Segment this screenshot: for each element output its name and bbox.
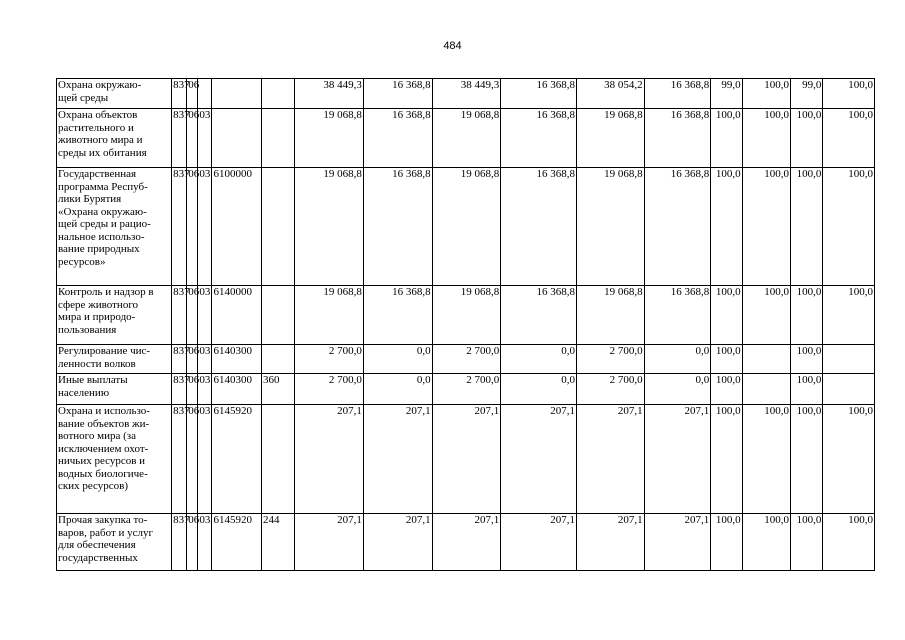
percent-refined-total: 100,0	[791, 345, 823, 374]
table-row	[57, 286, 875, 345]
row-name-line: водных биологиче-	[58, 467, 148, 480]
row-name-line: государственных	[58, 551, 138, 564]
target-article-code: 6145920	[212, 405, 261, 514]
approved-total: 207,1	[295, 405, 364, 514]
row-name-line: вание объектов жи-	[58, 417, 150, 430]
subsection-code: 03	[198, 168, 212, 286]
approved-total: 19 068,8	[295, 168, 364, 286]
percent-refined-total: 100,0	[791, 514, 823, 571]
section-code: 06	[187, 286, 198, 345]
table-row	[57, 374, 875, 405]
table-row	[57, 168, 875, 286]
ministry-code: 837	[172, 79, 187, 109]
row-name	[57, 79, 172, 109]
approved-federal: 16 368,8	[363, 168, 432, 286]
percent-approved-total: 100,0	[711, 514, 742, 571]
row-name-line: Охрана объектов	[58, 109, 138, 121]
row-name-line: растительного и	[58, 121, 134, 134]
ministry-code: 837	[172, 168, 187, 286]
executed-total: 19 068,8	[576, 168, 644, 286]
target-article-code: 6140300	[212, 374, 261, 405]
row-name-line: вотного мира (за	[58, 430, 137, 442]
executed-total: 2 700,0	[576, 345, 644, 374]
executed-total: 207,1	[576, 514, 644, 571]
percent-approved-total: 100,0	[711, 286, 742, 345]
row-name-line: Иные выплаты	[58, 374, 128, 386]
row-name	[57, 168, 172, 286]
executed-total: 2 700,0	[576, 374, 644, 405]
executed-federal: 16 368,8	[644, 286, 711, 345]
percent-refined-federal	[823, 374, 875, 405]
executed-federal: 207,1	[644, 514, 711, 571]
refined-federal: 0,0	[501, 345, 577, 374]
refined-federal: 16 368,8	[501, 109, 577, 168]
percent-approved-federal	[742, 345, 790, 374]
row-name-line: исключением охот-	[58, 442, 149, 455]
row-name	[57, 405, 172, 514]
percent-refined-total: 100,0	[791, 405, 823, 514]
table-row	[57, 79, 875, 109]
table-row	[57, 514, 875, 571]
approved-federal: 0,0	[363, 374, 432, 405]
approved-total: 2 700,0	[295, 345, 364, 374]
percent-approved-total: 100,0	[711, 109, 742, 168]
expense-type-code	[261, 168, 294, 286]
refined-total: 207,1	[432, 405, 501, 514]
row-name-line: щей среды	[58, 91, 109, 104]
subsection-code: 03	[198, 374, 212, 405]
refined-total: 19 068,8	[432, 286, 501, 345]
percent-refined-total: 100,0	[791, 168, 823, 286]
row-name-line: программа Респуб-	[58, 180, 148, 193]
row-name	[57, 374, 172, 405]
row-name-line: населению	[58, 386, 110, 399]
subsection-code: 03	[198, 109, 212, 168]
ministry-code: 837	[172, 514, 187, 571]
target-article-code: 6140000	[212, 286, 261, 345]
executed-total: 19 068,8	[576, 286, 644, 345]
expense-type-code	[261, 405, 294, 514]
percent-refined-total: 99,0	[791, 79, 823, 109]
refined-total: 2 700,0	[432, 374, 501, 405]
row-name-line: Регулирование чис-	[58, 345, 151, 357]
approved-federal: 16 368,8	[363, 79, 432, 109]
subsection-code: 03	[198, 405, 212, 514]
row-name-line: нальное использо-	[58, 230, 145, 243]
ministry-code: 837	[172, 374, 187, 405]
approved-federal: 207,1	[363, 405, 432, 514]
row-name	[57, 286, 172, 345]
percent-refined-federal: 100,0	[823, 109, 875, 168]
row-name-line: Контроль и надзор в	[58, 286, 154, 298]
row-name-line: Государственная	[58, 168, 137, 180]
expense-type-code: 360	[261, 374, 294, 405]
target-article-code: 6100000	[212, 168, 261, 286]
executed-federal: 16 368,8	[644, 79, 711, 109]
approved-federal: 16 368,8	[363, 286, 432, 345]
ministry-code: 837	[172, 345, 187, 374]
percent-refined-federal: 100,0	[823, 405, 875, 514]
target-article-code	[212, 79, 261, 109]
expense-type-code: 244	[261, 514, 294, 571]
row-name-line: ских ресурсов)	[58, 480, 128, 492]
percent-refined-federal: 100,0	[823, 79, 875, 109]
target-article-code: 6145920	[212, 514, 261, 571]
row-name-line: Охрана окружаю-	[58, 79, 142, 91]
section-code: 06	[187, 109, 198, 168]
approved-total: 19 068,8	[295, 286, 364, 345]
ministry-code: 837	[172, 405, 187, 514]
row-name	[57, 345, 172, 374]
percent-approved-federal	[742, 374, 790, 405]
row-name	[57, 109, 172, 168]
refined-total: 207,1	[432, 514, 501, 571]
refined-federal: 16 368,8	[501, 79, 577, 109]
subsection-code: 03	[198, 286, 212, 345]
executed-federal: 16 368,8	[644, 168, 711, 286]
subsection-code	[198, 79, 212, 109]
percent-refined-federal	[823, 345, 875, 374]
section-code: 06	[187, 345, 198, 374]
approved-total: 207,1	[295, 514, 364, 571]
table-row	[57, 405, 875, 514]
executed-federal: 0,0	[644, 345, 711, 374]
section-code: 06	[187, 514, 198, 571]
refined-federal: 207,1	[501, 405, 577, 514]
refined-total: 19 068,8	[432, 168, 501, 286]
row-name-line: «Охрана окружаю-	[58, 205, 147, 218]
expense-type-code	[261, 345, 294, 374]
row-name-line: ленности волков	[58, 357, 136, 370]
ministry-code: 837	[172, 286, 187, 345]
executed-total: 207,1	[576, 405, 644, 514]
budget-table	[56, 78, 875, 571]
subsection-code: 03	[198, 345, 212, 374]
executed-federal: 16 368,8	[644, 109, 711, 168]
page-number: 484	[443, 40, 462, 52]
refined-federal: 16 368,8	[501, 286, 577, 345]
percent-refined-federal: 100,0	[823, 168, 875, 286]
executed-federal: 0,0	[644, 374, 711, 405]
approved-total: 2 700,0	[295, 374, 364, 405]
approved-total: 19 068,8	[295, 109, 364, 168]
percent-approved-federal: 100,0	[742, 286, 790, 345]
row-name-line: лики Бурятия	[58, 193, 122, 205]
refined-federal: 16 368,8	[501, 168, 577, 286]
refined-federal: 207,1	[501, 514, 577, 571]
percent-approved-federal: 100,0	[742, 79, 790, 109]
target-article-code: 6140300	[212, 345, 261, 374]
section-code: 06	[187, 168, 198, 286]
percent-approved-total: 100,0	[711, 345, 742, 374]
percent-refined-total: 100,0	[791, 286, 823, 345]
percent-approved-federal: 100,0	[742, 109, 790, 168]
executed-total: 38 054,2	[576, 79, 644, 109]
section-code: 06	[187, 374, 198, 405]
row-name-line: для обеспечения	[58, 539, 136, 551]
approved-total: 38 449,3	[295, 79, 364, 109]
row-name-line: ресурсов»	[58, 255, 106, 268]
table-row	[57, 345, 875, 374]
refined-total: 38 449,3	[432, 79, 501, 109]
expense-type-code	[261, 286, 294, 345]
subsection-code: 03	[198, 514, 212, 571]
executed-federal: 207,1	[644, 405, 711, 514]
approved-federal: 207,1	[363, 514, 432, 571]
row-name-line: ничьих ресурсов и	[58, 455, 146, 467]
percent-refined-total: 100,0	[791, 109, 823, 168]
section-code: 06	[187, 405, 198, 514]
row-name-line: среды их обитания	[58, 146, 147, 159]
row-name-line: щей среды и рацио-	[58, 218, 151, 230]
row-name-line: Охрана и использо-	[58, 405, 150, 417]
target-article-code	[212, 109, 261, 168]
percent-approved-total: 100,0	[711, 374, 742, 405]
row-name-line: мира и природо-	[58, 311, 136, 323]
percent-approved-total: 99,0	[711, 79, 742, 109]
ministry-code: 837	[172, 109, 187, 168]
percent-approved-total: 100,0	[711, 405, 742, 514]
section-code: 06	[187, 79, 198, 109]
executed-total: 19 068,8	[576, 109, 644, 168]
percent-refined-federal: 100,0	[823, 514, 875, 571]
refined-total: 2 700,0	[432, 345, 501, 374]
row-name	[57, 514, 172, 571]
percent-approved-federal: 100,0	[742, 514, 790, 571]
row-name-line: пользования	[58, 323, 117, 336]
table-row	[57, 109, 875, 168]
row-name-line: сфере животного	[58, 298, 139, 311]
percent-approved-federal: 100,0	[742, 405, 790, 514]
percent-refined-federal: 100,0	[823, 286, 875, 345]
row-name-line: животного мира и	[58, 134, 143, 146]
row-name-line: вание природных	[58, 243, 140, 255]
expense-type-code	[261, 109, 294, 168]
approved-federal: 16 368,8	[363, 109, 432, 168]
row-name-line: варов, работ и услуг	[58, 526, 154, 539]
refined-total: 19 068,8	[432, 109, 501, 168]
percent-approved-total: 100,0	[711, 168, 742, 286]
expense-type-code	[261, 79, 294, 109]
approved-federal: 0,0	[363, 345, 432, 374]
percent-approved-federal: 100,0	[742, 168, 790, 286]
row-name-line: Прочая закупка то-	[58, 514, 148, 526]
refined-federal: 0,0	[501, 374, 577, 405]
percent-refined-total: 100,0	[791, 374, 823, 405]
